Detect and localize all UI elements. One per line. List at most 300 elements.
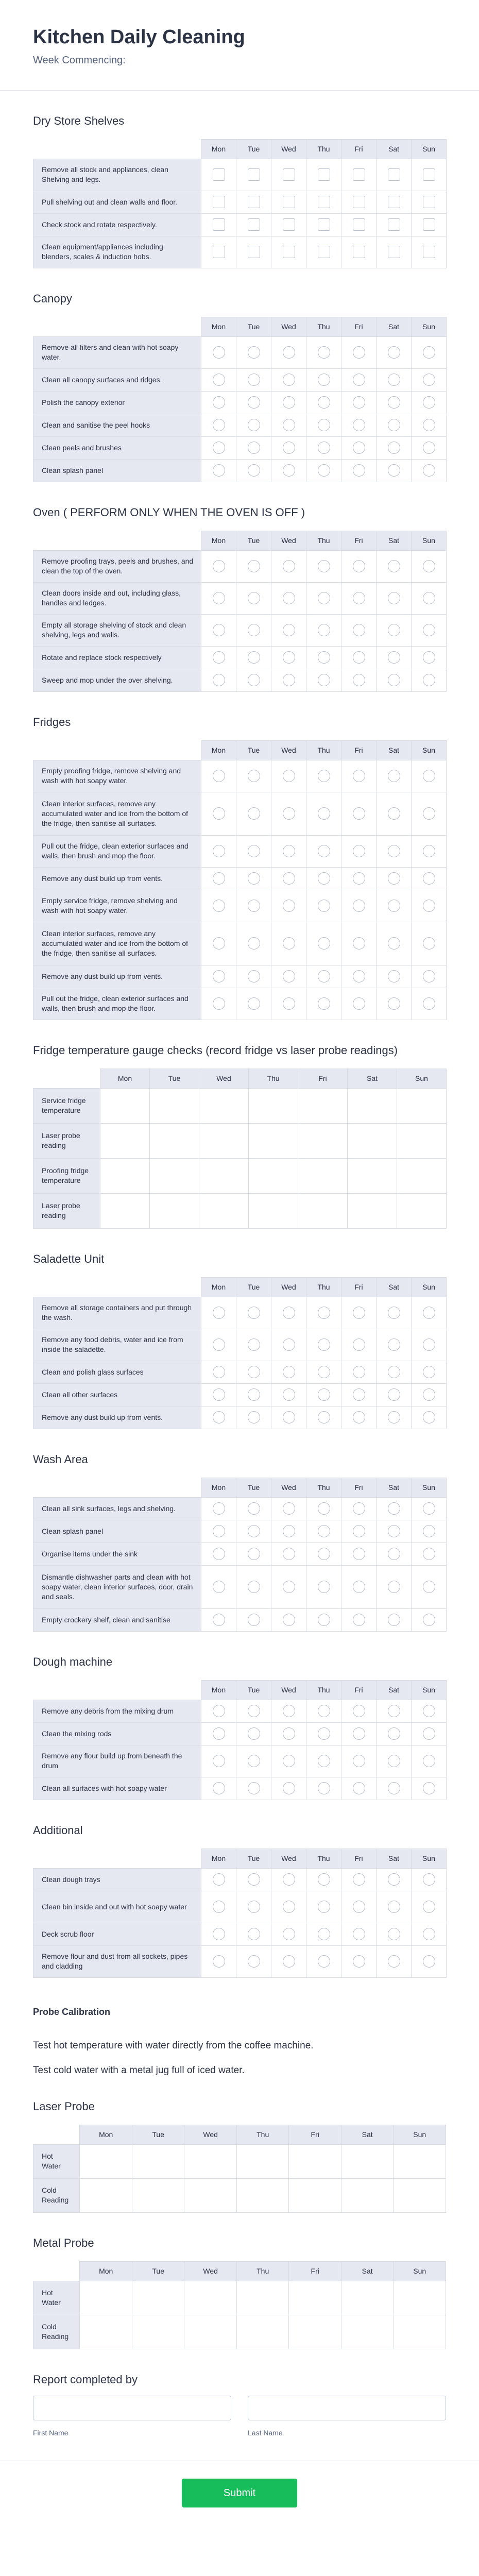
day-radio[interactable] [213,419,225,431]
day-radio[interactable] [283,845,295,857]
day-radio[interactable] [248,1955,260,1968]
text-entry-cell[interactable] [298,1088,348,1123]
day-radio[interactable] [423,442,435,454]
day-radio[interactable] [353,1705,365,1717]
day-radio[interactable] [423,1525,435,1537]
day-checkbox[interactable] [388,246,400,258]
day-radio[interactable] [353,674,365,686]
day-radio[interactable] [388,770,400,782]
day-radio[interactable] [423,651,435,664]
day-radio[interactable] [248,937,260,950]
day-radio[interactable] [423,1873,435,1886]
day-radio[interactable] [353,1548,365,1560]
text-entry-cell[interactable] [132,2178,184,2212]
day-radio[interactable] [213,1307,225,1319]
text-entry-cell[interactable] [150,1123,199,1158]
day-radio[interactable] [248,1782,260,1794]
day-radio[interactable] [213,770,225,782]
day-radio[interactable] [388,624,400,636]
day-radio[interactable] [248,1928,260,1940]
day-radio[interactable] [423,1411,435,1423]
day-radio[interactable] [318,464,330,477]
day-checkbox[interactable] [318,168,330,181]
day-radio[interactable] [423,396,435,409]
text-entry-cell[interactable] [100,1158,150,1193]
day-radio[interactable] [248,1338,260,1351]
text-entry-cell[interactable] [394,2178,446,2212]
day-radio[interactable] [388,1928,400,1940]
day-checkbox[interactable] [318,218,330,231]
text-entry-cell[interactable] [80,2281,132,2315]
day-radio[interactable] [318,1525,330,1537]
day-radio[interactable] [353,1502,365,1515]
day-radio[interactable] [283,1614,295,1626]
text-entry-cell[interactable] [394,2281,446,2315]
day-radio[interactable] [248,900,260,912]
day-checkbox[interactable] [248,196,260,208]
day-radio[interactable] [318,651,330,664]
text-entry-cell[interactable] [150,1193,199,1228]
day-radio[interactable] [353,1366,365,1378]
day-checkbox[interactable] [353,218,365,231]
day-radio[interactable] [353,770,365,782]
day-radio[interactable] [318,1366,330,1378]
day-radio[interactable] [283,997,295,1010]
day-checkbox[interactable] [318,196,330,208]
day-radio[interactable] [283,419,295,431]
day-radio[interactable] [213,651,225,664]
day-radio[interactable] [283,1755,295,1767]
day-radio[interactable] [248,1614,260,1626]
day-checkbox[interactable] [283,168,295,181]
day-radio[interactable] [318,624,330,636]
day-radio[interactable] [283,1955,295,1968]
day-radio[interactable] [318,997,330,1010]
day-radio[interactable] [213,442,225,454]
day-checkbox[interactable] [248,246,260,258]
text-entry-cell[interactable] [397,1088,447,1123]
text-entry-cell[interactable] [394,2144,446,2178]
text-entry-cell[interactable] [236,2144,289,2178]
day-radio[interactable] [423,1928,435,1940]
day-radio[interactable] [423,1366,435,1378]
day-radio[interactable] [388,464,400,477]
day-radio[interactable] [248,464,260,477]
text-entry-cell[interactable] [236,2315,289,2349]
day-radio[interactable] [318,807,330,820]
day-radio[interactable] [353,1388,365,1401]
day-radio[interactable] [318,1388,330,1401]
day-radio[interactable] [213,937,225,950]
day-radio[interactable] [423,872,435,885]
day-radio[interactable] [213,1901,225,1913]
day-radio[interactable] [283,1727,295,1740]
text-entry-cell[interactable] [184,2281,237,2315]
day-radio[interactable] [248,1411,260,1423]
text-entry-cell[interactable] [341,2178,394,2212]
text-entry-cell[interactable] [249,1193,298,1228]
day-radio[interactable] [213,1411,225,1423]
day-radio[interactable] [283,1705,295,1717]
day-radio[interactable] [283,1901,295,1913]
text-entry-cell[interactable] [298,1123,348,1158]
day-radio[interactable] [388,1873,400,1886]
day-radio[interactable] [318,1307,330,1319]
day-radio[interactable] [318,560,330,572]
day-radio[interactable] [248,997,260,1010]
day-radio[interactable] [213,900,225,912]
day-radio[interactable] [388,1955,400,1968]
day-checkbox[interactable] [423,168,435,181]
day-radio[interactable] [318,1755,330,1767]
day-radio[interactable] [318,845,330,857]
day-radio[interactable] [248,845,260,857]
day-radio[interactable] [423,464,435,477]
day-radio[interactable] [318,1955,330,1968]
day-radio[interactable] [388,997,400,1010]
day-radio[interactable] [423,1901,435,1913]
day-radio[interactable] [248,1307,260,1319]
day-radio[interactable] [283,1388,295,1401]
day-radio[interactable] [388,1782,400,1794]
day-radio[interactable] [283,651,295,664]
text-entry-cell[interactable] [397,1193,447,1228]
text-entry-cell[interactable] [289,2144,341,2178]
day-radio[interactable] [248,1705,260,1717]
day-checkbox[interactable] [388,218,400,231]
day-radio[interactable] [248,1525,260,1537]
day-radio[interactable] [283,1502,295,1515]
day-radio[interactable] [318,1873,330,1886]
text-entry-cell[interactable] [341,2281,394,2315]
day-radio[interactable] [353,624,365,636]
day-radio[interactable] [213,374,225,386]
day-radio[interactable] [353,1338,365,1351]
day-radio[interactable] [353,937,365,950]
day-radio[interactable] [353,1782,365,1794]
day-radio[interactable] [388,592,400,604]
day-radio[interactable] [283,872,295,885]
day-radio[interactable] [248,674,260,686]
day-radio[interactable] [388,419,400,431]
day-radio[interactable] [318,442,330,454]
day-checkbox[interactable] [213,218,225,231]
day-radio[interactable] [388,1614,400,1626]
day-radio[interactable] [318,1705,330,1717]
day-radio[interactable] [353,1581,365,1593]
day-radio[interactable] [318,1727,330,1740]
day-checkbox[interactable] [388,196,400,208]
first-name-input[interactable] [33,2396,231,2420]
text-entry-cell[interactable] [249,1088,298,1123]
day-radio[interactable] [388,1307,400,1319]
text-entry-cell[interactable] [132,2144,184,2178]
day-radio[interactable] [353,1873,365,1886]
day-radio[interactable] [388,442,400,454]
day-radio[interactable] [423,845,435,857]
text-entry-cell[interactable] [341,2144,394,2178]
day-radio[interactable] [318,1581,330,1593]
day-radio[interactable] [423,1755,435,1767]
day-radio[interactable] [388,1525,400,1537]
text-entry-cell[interactable] [132,2281,184,2315]
day-radio[interactable] [248,396,260,409]
day-checkbox[interactable] [423,196,435,208]
day-radio[interactable] [283,1548,295,1560]
day-radio[interactable] [283,592,295,604]
submit-button[interactable]: Submit [182,2479,297,2507]
day-radio[interactable] [353,560,365,572]
day-radio[interactable] [388,1338,400,1351]
day-radio[interactable] [318,1502,330,1515]
day-radio[interactable] [283,442,295,454]
day-radio[interactable] [248,970,260,982]
day-radio[interactable] [353,1525,365,1537]
day-radio[interactable] [283,1581,295,1593]
day-radio[interactable] [388,1581,400,1593]
day-radio[interactable] [213,970,225,982]
day-radio[interactable] [283,374,295,386]
day-radio[interactable] [318,1782,330,1794]
day-radio[interactable] [423,1548,435,1560]
day-checkbox[interactable] [213,246,225,258]
day-radio[interactable] [388,560,400,572]
day-radio[interactable] [423,937,435,950]
day-checkbox[interactable] [353,168,365,181]
day-radio[interactable] [318,1928,330,1940]
day-radio[interactable] [213,1955,225,1968]
day-radio[interactable] [388,396,400,409]
day-radio[interactable] [283,1782,295,1794]
day-radio[interactable] [248,1502,260,1515]
day-radio[interactable] [248,1581,260,1593]
day-radio[interactable] [423,1338,435,1351]
text-entry-cell[interactable] [289,2281,341,2315]
day-radio[interactable] [353,1727,365,1740]
day-radio[interactable] [283,346,295,359]
day-radio[interactable] [353,374,365,386]
day-radio[interactable] [423,1581,435,1593]
day-radio[interactable] [423,419,435,431]
day-radio[interactable] [248,1755,260,1767]
day-radio[interactable] [388,674,400,686]
day-radio[interactable] [388,1727,400,1740]
text-entry-cell[interactable] [298,1193,348,1228]
day-radio[interactable] [388,937,400,950]
text-entry-cell[interactable] [100,1123,150,1158]
day-radio[interactable] [248,1366,260,1378]
day-radio[interactable] [388,1548,400,1560]
day-radio[interactable] [318,970,330,982]
day-radio[interactable] [423,900,435,912]
day-radio[interactable] [213,464,225,477]
day-radio[interactable] [423,1727,435,1740]
day-radio[interactable] [353,442,365,454]
day-radio[interactable] [423,1502,435,1515]
text-entry-cell[interactable] [298,1158,348,1193]
day-radio[interactable] [283,1366,295,1378]
day-radio[interactable] [248,1548,260,1560]
day-radio[interactable] [318,872,330,885]
day-radio[interactable] [318,1614,330,1626]
day-radio[interactable] [283,1338,295,1351]
day-radio[interactable] [213,1782,225,1794]
day-radio[interactable] [283,624,295,636]
text-entry-cell[interactable] [100,1193,150,1228]
day-radio[interactable] [318,396,330,409]
day-radio[interactable] [248,651,260,664]
day-radio[interactable] [248,442,260,454]
day-radio[interactable] [318,1548,330,1560]
day-checkbox[interactable] [353,196,365,208]
text-entry-cell[interactable] [150,1088,199,1123]
text-entry-cell[interactable] [80,2178,132,2212]
day-radio[interactable] [213,1705,225,1717]
day-radio[interactable] [213,1525,225,1537]
day-radio[interactable] [213,1727,225,1740]
text-entry-cell[interactable] [100,1088,150,1123]
day-radio[interactable] [353,419,365,431]
day-checkbox[interactable] [423,246,435,258]
day-radio[interactable] [318,419,330,431]
day-checkbox[interactable] [353,246,365,258]
text-entry-cell[interactable] [394,2315,446,2349]
day-checkbox[interactable] [248,168,260,181]
text-entry-cell[interactable] [289,2315,341,2349]
text-entry-cell[interactable] [289,2178,341,2212]
day-radio[interactable] [423,1955,435,1968]
day-radio[interactable] [388,1502,400,1515]
day-radio[interactable] [283,770,295,782]
day-radio[interactable] [388,1388,400,1401]
day-radio[interactable] [283,900,295,912]
day-radio[interactable] [213,1338,225,1351]
day-radio[interactable] [388,346,400,359]
day-radio[interactable] [213,997,225,1010]
day-radio[interactable] [213,1614,225,1626]
day-radio[interactable] [213,1873,225,1886]
day-radio[interactable] [353,872,365,885]
day-radio[interactable] [423,1705,435,1717]
day-radio[interactable] [353,346,365,359]
day-radio[interactable] [318,937,330,950]
day-radio[interactable] [283,1307,295,1319]
day-checkbox[interactable] [423,218,435,231]
day-radio[interactable] [283,464,295,477]
text-entry-cell[interactable] [199,1123,249,1158]
day-radio[interactable] [388,807,400,820]
day-radio[interactable] [353,807,365,820]
day-radio[interactable] [353,1614,365,1626]
day-radio[interactable] [248,770,260,782]
day-radio[interactable] [213,807,225,820]
day-checkbox[interactable] [283,246,295,258]
text-entry-cell[interactable] [397,1158,447,1193]
day-radio[interactable] [248,1873,260,1886]
day-radio[interactable] [283,937,295,950]
day-radio[interactable] [353,1928,365,1940]
text-entry-cell[interactable] [184,2144,237,2178]
day-radio[interactable] [423,592,435,604]
day-radio[interactable] [213,346,225,359]
day-checkbox[interactable] [283,196,295,208]
day-radio[interactable] [353,464,365,477]
day-radio[interactable] [423,374,435,386]
day-checkbox[interactable] [388,168,400,181]
day-checkbox[interactable] [283,218,295,231]
day-radio[interactable] [283,1411,295,1423]
text-entry-cell[interactable] [348,1158,397,1193]
day-radio[interactable] [423,1388,435,1401]
day-radio[interactable] [248,1727,260,1740]
day-radio[interactable] [248,419,260,431]
day-radio[interactable] [423,997,435,1010]
day-radio[interactable] [353,1411,365,1423]
day-radio[interactable] [423,1782,435,1794]
day-radio[interactable] [353,845,365,857]
day-radio[interactable] [388,1755,400,1767]
day-radio[interactable] [353,1755,365,1767]
day-radio[interactable] [388,1411,400,1423]
day-radio[interactable] [423,770,435,782]
day-radio[interactable] [318,1901,330,1913]
text-entry-cell[interactable] [150,1158,199,1193]
day-radio[interactable] [423,674,435,686]
day-radio[interactable] [248,592,260,604]
day-radio[interactable] [283,970,295,982]
text-entry-cell[interactable] [348,1088,397,1123]
day-checkbox[interactable] [213,196,225,208]
day-radio[interactable] [283,560,295,572]
text-entry-cell[interactable] [236,2281,289,2315]
day-radio[interactable] [318,674,330,686]
day-checkbox[interactable] [248,218,260,231]
day-radio[interactable] [423,1614,435,1626]
day-radio[interactable] [388,872,400,885]
day-radio[interactable] [213,872,225,885]
day-radio[interactable] [388,900,400,912]
day-radio[interactable] [248,560,260,572]
day-radio[interactable] [213,396,225,409]
day-radio[interactable] [388,1705,400,1717]
day-radio[interactable] [283,1873,295,1886]
day-radio[interactable] [248,807,260,820]
text-entry-cell[interactable] [199,1193,249,1228]
text-entry-cell[interactable] [80,2315,132,2349]
text-entry-cell[interactable] [249,1158,298,1193]
day-radio[interactable] [283,807,295,820]
day-radio[interactable] [283,396,295,409]
day-radio[interactable] [318,592,330,604]
day-radio[interactable] [248,872,260,885]
day-radio[interactable] [213,1366,225,1378]
day-radio[interactable] [353,1307,365,1319]
day-radio[interactable] [248,374,260,386]
day-radio[interactable] [213,1548,225,1560]
day-radio[interactable] [388,651,400,664]
day-radio[interactable] [423,624,435,636]
day-radio[interactable] [213,560,225,572]
day-radio[interactable] [353,592,365,604]
day-radio[interactable] [423,346,435,359]
day-radio[interactable] [248,346,260,359]
day-radio[interactable] [213,1388,225,1401]
last-name-input[interactable] [248,2396,446,2420]
text-entry-cell[interactable] [236,2178,289,2212]
day-radio[interactable] [423,970,435,982]
text-entry-cell[interactable] [348,1193,397,1228]
day-radio[interactable] [353,970,365,982]
